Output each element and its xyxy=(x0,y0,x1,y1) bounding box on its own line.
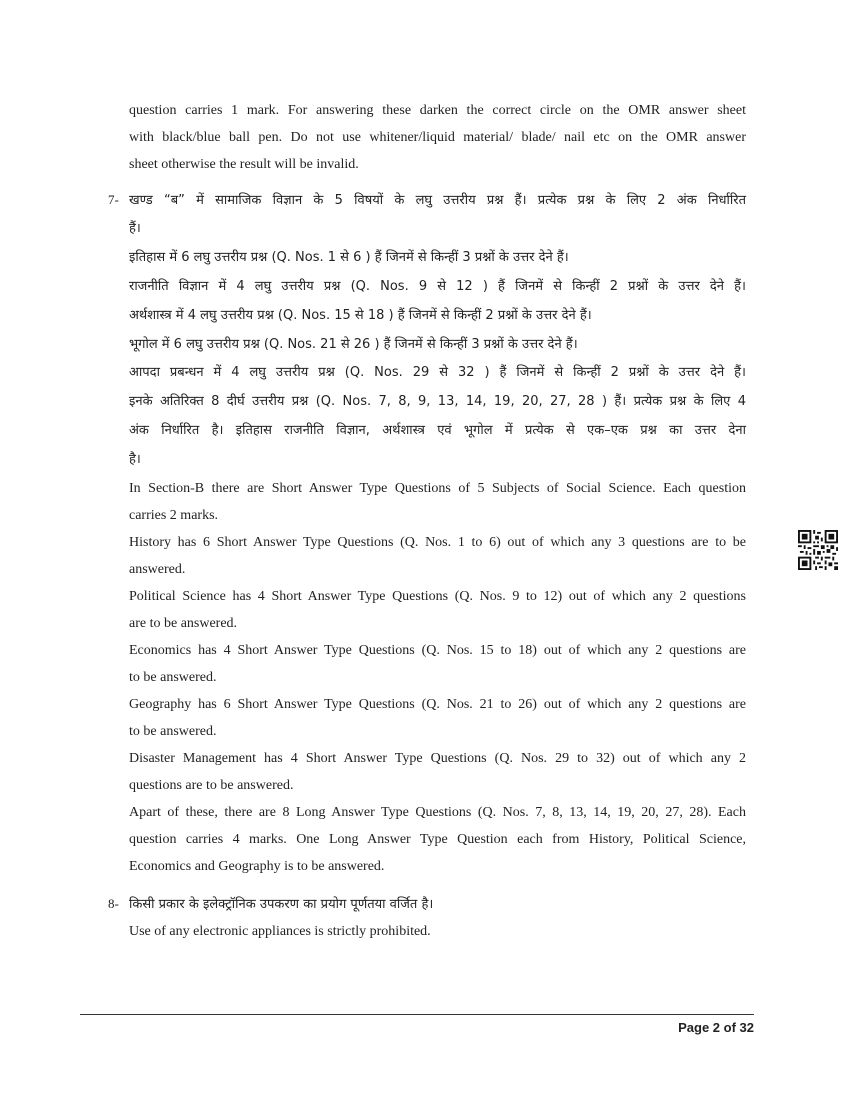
hindi-line: भूगोल में 6 लघु उत्तरीय प्रश्न (Q. Nos. 21 से 26 ) हैं जिनमें से किन्हीं 3 प्रश्नों के उत्तर देने हैं। xyxy=(129,337,578,352)
english-line: carries 2 marks. xyxy=(129,508,219,523)
hindi-line: आपदा प्रबन्धन में 4 लघु उत्तरीय प्रश्न (Q. Nos. 29 से 32 ) हैं जिनमें से किन्हीं 2 प्रश्नों के उत्तर देने हैं। xyxy=(129,365,746,380)
hindi-line: अंक निर्धारित है। इतिहास राजनीति विज्ञान, अर्थशास्त्र एवं भूगोल में प्रत्येक से एक–एक प्रश्न का उत्तर देना xyxy=(129,423,746,438)
english-line: History has 6 Short Answer Type Questions (Q. Nos. 1 to 6) out of which any 3 questions are to be xyxy=(129,535,746,550)
qr-code-icon xyxy=(798,530,838,570)
continuation-line: question carries 1 mark. For answering these darken the correct circle on the OMR answer sheet xyxy=(129,103,746,118)
english-line: are to be answered. xyxy=(129,616,238,631)
english-line: Economics has 4 Short Answer Type Questions (Q. Nos. 15 to 18) out of which any 2 questions are xyxy=(129,643,746,658)
english-line: Apart of these, there are 8 Long Answer Type Questions (Q. Nos. 7, 8, 13, 14, 19, 20, 27, 28). Each xyxy=(129,805,746,820)
hindi-line: इतिहास में 6 लघु उत्तरीय प्रश्न (Q. Nos. 1 से 6 ) हैं जिनमें से किन्हीं 3 प्रश्नों के उत्तर देने हैं। xyxy=(129,250,569,265)
english-line: Disaster Management has 4 Short Answer Type Questions (Q. Nos. 29 to 32) out of which any 2 xyxy=(129,751,746,766)
hindi-line: है। xyxy=(129,452,141,467)
english-line: In Section-B there are Short Answer Type Questions of 5 Subjects of Social Science. Each question xyxy=(129,481,746,496)
english-line: Economics and Geography is to be answered. xyxy=(129,859,385,874)
english-line: answered. xyxy=(129,562,186,577)
english-line: Political Science has 4 Short Answer Type Questions (Q. Nos. 9 to 12) out of which any 2 questions xyxy=(129,589,746,604)
item-number: 7- xyxy=(108,192,119,207)
english-line: Geography has 6 Short Answer Type Questions (Q. Nos. 21 to 26) out of which any 2 questions are xyxy=(129,697,746,712)
english-line: to be answered. xyxy=(129,724,217,739)
hindi-line: राजनीति विज्ञान में 4 लघु उत्तरीय प्रश्न (Q. Nos. 9 से 12 ) हैं जिनमें से किन्हीं 2 प्रश्नों के उत्तर देने हैं। xyxy=(129,279,746,294)
footer-divider xyxy=(80,1014,754,1015)
hindi-line: हैं। xyxy=(129,221,141,236)
continuation-line: with black/blue ball pen. Do not use whitener/liquid material/ blade/ nail etc on the OMR answer xyxy=(129,130,746,145)
hindi-line: इनके अतिरिक्त 8 दीर्घ उत्तरीय प्रश्न (Q. Nos. 7, 8, 9, 13, 14, 19, 20, 27, 28 ) हैं। प्रत्येक प्रश्न के लिए 4 xyxy=(129,394,746,409)
continuation-line: sheet otherwise the result will be invalid. xyxy=(129,157,359,172)
english-line: Use of any electronic appliances is strictly prohibited. xyxy=(129,924,431,939)
hindi-line: खण्ड “ब” में सामाजिक विज्ञान के 5 विषयों के लघु उत्तरीय प्रश्न हैं। प्रत्येक प्रश्न के लिए 2 अंक निर्धारित xyxy=(129,193,746,208)
english-line: to be answered. xyxy=(129,670,217,685)
item-number: 8- xyxy=(108,896,119,911)
english-line: questions are to be answered. xyxy=(129,778,294,793)
hindi-line: किसी प्रकार के इलेक्ट्रॉनिक उपकरण का प्रयोग पूर्णतया वर्जित है। xyxy=(129,897,434,912)
english-line: question carries 4 marks. One Long Answer Type Question each from History, Political Science, xyxy=(129,832,746,847)
page-number: Page 2 of 32 xyxy=(678,1020,754,1035)
hindi-line: अर्थशास्त्र में 4 लघु उत्तरीय प्रश्न (Q. Nos. 15 से 18 ) हैं जिनमें से किन्हीं 2 प्रश्नों के उत्तर देने हैं। xyxy=(129,308,592,323)
